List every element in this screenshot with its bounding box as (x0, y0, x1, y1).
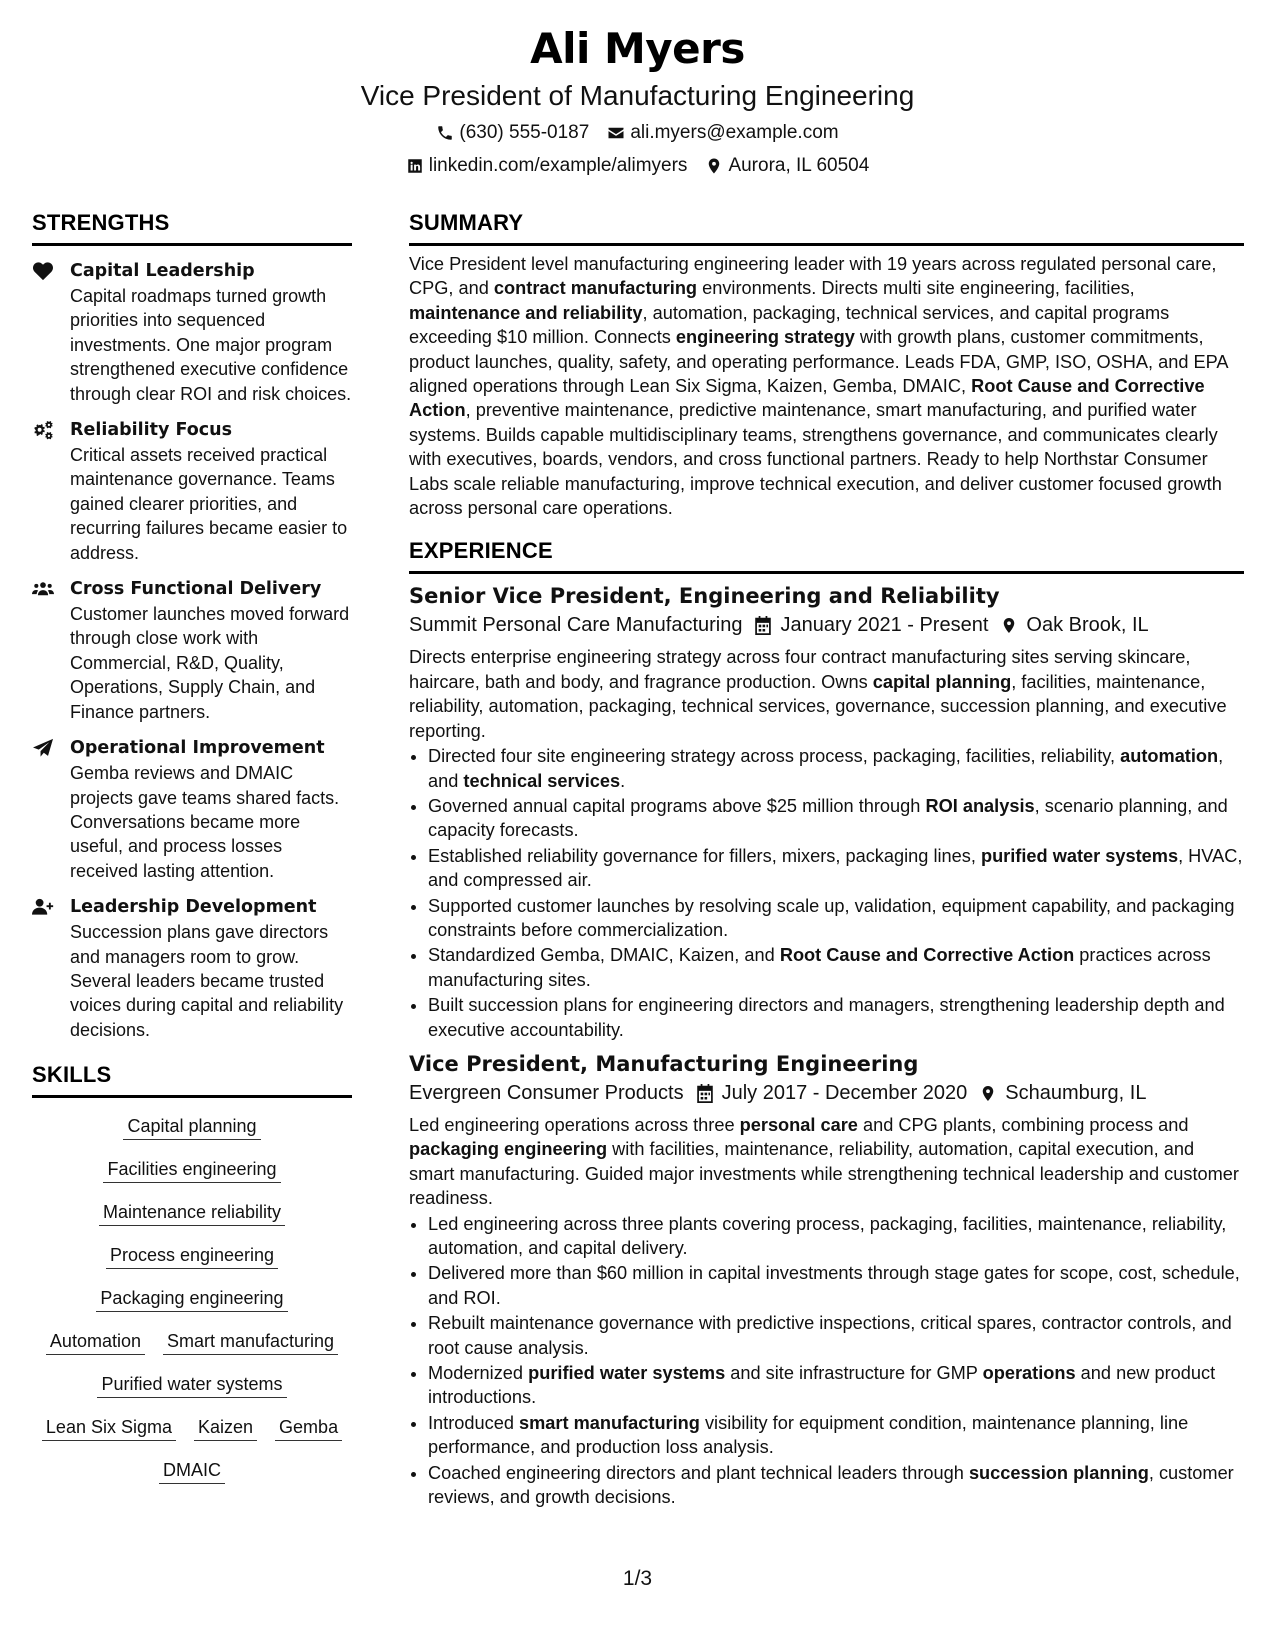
bold-keyword: technical services (463, 770, 621, 791)
text-run: Delivered more than $60 million in capital investments through stage gates for scope, cost, schedule, and ROI. (428, 1263, 1240, 1308)
text-run: Introduced (428, 1412, 519, 1433)
strengths-list (32, 258, 352, 1042)
candidate-name: Ali Myers (530, 24, 745, 73)
skills-heading: SKILLS (32, 1062, 352, 1098)
phone-text: (630) 555-0187 (459, 122, 590, 143)
job-bullet (428, 1261, 1244, 1310)
skill-tag: DMAIC (159, 1458, 225, 1484)
text-run: Coached engineering directors and plant technical leaders through (428, 1462, 969, 1483)
strengths-heading: STRENGTHS (32, 210, 352, 246)
skill-row (32, 1458, 352, 1484)
bold-keyword: contract manufacturing (493, 278, 698, 299)
strength-title: Operational Improvement (70, 738, 325, 759)
map-marker-icon (705, 157, 723, 175)
calendar-icon (754, 616, 772, 635)
text-run: Built succession plans for engineering directors and managers, strengthening leadership depth and executive accountability. (428, 995, 1225, 1040)
heart-icon (32, 261, 54, 281)
skill-tag: Gemba (275, 1415, 342, 1441)
page-number: 1/3 (622, 1567, 653, 1590)
job-title: Vice President, Manufacturing Engineering (409, 1051, 919, 1076)
text-run: , HVAC, and compressed air. (428, 845, 1243, 891)
text-run: and site infrastructure for GMP (725, 1363, 983, 1384)
bold-keyword: packaging engineering (409, 1139, 608, 1160)
text-run: . (620, 770, 626, 791)
text-run: visibility for equipment condition, maintenance planning, line performance, and production loss analysis. (428, 1412, 1189, 1458)
text-run: , automation, packaging, technical services, and capital programs exceeding $10 million. Connects (409, 302, 1170, 348)
text-run: with facilities, maintenance, reliability, automation, capital execution, and smart manufacturing. Guided major investments while strengthening technical leadership and customer readiness. (409, 1139, 1239, 1209)
job-dates-group (754, 612, 988, 639)
left-column (32, 210, 352, 1501)
job-dates: July 2017 - December 2020 (721, 1081, 968, 1104)
strength-title: Capital Leadership (70, 261, 255, 281)
text-run: Established reliability governance for fillers, mixers, packaging lines, (428, 845, 981, 866)
strength-item (32, 417, 352, 565)
resume-header (0, 20, 1275, 178)
job-dates-group (696, 1080, 968, 1107)
text-run: Directs enterprise engineering strategy across four contract manufacturing sites serving skincare, haircare, bath and body, and fragrance production. Owns (409, 647, 1191, 692)
job-title: Senior Vice President, Engineering and Reliability (409, 584, 1000, 609)
skills-list (32, 1114, 352, 1484)
experience-heading: EXPERIENCE (409, 538, 1244, 574)
skill-row (32, 1415, 352, 1441)
job-location-group (1000, 612, 1148, 639)
job-company: Summit Personal Care Manufacturing (409, 614, 743, 637)
right-column (409, 210, 1244, 1510)
text-run: Standardized Gemba, DMAIC, Kaizen, and (428, 945, 780, 966)
strength-text: Gemba reviews and DMAIC projects gave teams shared facts. Conversations became more useful, and process losses received lasting attention. (70, 763, 340, 881)
job-entry (409, 582, 1244, 1042)
job-bullet (428, 894, 1244, 943)
job-bullet (428, 744, 1244, 793)
job-meta (409, 1080, 1244, 1107)
strength-title: Reliability Focus (70, 420, 233, 441)
phone-contact[interactable] (436, 121, 589, 145)
bold-keyword: maintenance and reliability (409, 302, 643, 323)
contact-row-1 (0, 121, 1275, 145)
text-run: Vice President level manufacturing engineering leader with 19 years across regulated personal care, CPG, and (409, 254, 1217, 299)
email-text: ali.myers@example.com (630, 122, 839, 143)
paper-plane-icon (32, 738, 54, 758)
text-run: , preventive maintenance, predictive maintenance, smart manufacturing, and purified water systems. Builds capable multidisciplinary teams, strengthens governance, and communicates clearly with executives, boards, vendors, and cross functional partners. Ready to help Northstar Consumer Labs scale reliable manufacturing, improve technical execution, and deliver customer focused growth across personal care operations. (409, 400, 1222, 519)
strength-item (32, 258, 352, 406)
strength-item (32, 735, 352, 883)
users-icon (32, 579, 54, 599)
envelope-icon (607, 124, 625, 142)
skill-tag: Capital planning (123, 1114, 260, 1140)
bold-keyword: ROI analysis (925, 795, 1035, 816)
job-bullets (409, 744, 1244, 1042)
skill-row (32, 1200, 352, 1226)
bold-keyword: purified water systems (980, 845, 1179, 866)
strength-text: Succession plans gave directors and managers room to grow. Several leaders became trusted voices during capital and reliability decisions. (70, 922, 344, 1040)
skill-tag: Smart manufacturing (163, 1329, 338, 1355)
job-location-group (979, 1080, 1146, 1107)
skill-tag: Lean Six Sigma (42, 1415, 176, 1441)
text-run: Governed annual capital programs above $25 million through (428, 795, 926, 816)
skill-row (32, 1372, 352, 1398)
contact-row-2 (0, 154, 1275, 178)
text-run: , and (428, 746, 1224, 791)
skill-tag: Facilities engineering (103, 1157, 280, 1183)
text-run: and CPG plants, combining process and (857, 1114, 1189, 1135)
calendar-icon (696, 1084, 714, 1103)
summary-text (409, 252, 1244, 520)
bold-keyword: engineering strategy (675, 327, 855, 348)
job-meta (409, 612, 1244, 639)
phone-icon (436, 124, 454, 142)
strength-text: Critical assets received practical maintenance governance. Teams gained clearer priorities, and recurring failures became easier to address. (70, 445, 348, 563)
candidate-title: Vice President of Manufacturing Engineering (360, 80, 915, 111)
skill-row (32, 1114, 352, 1140)
summary-heading: SUMMARY (409, 210, 1244, 246)
location-text: Aurora, IL 60504 (728, 155, 870, 176)
skill-tag: Purified water systems (97, 1372, 286, 1398)
bold-keyword: Root Cause and Corrective Action (409, 376, 1205, 421)
job-location: Oak Brook, IL (1026, 614, 1149, 637)
job-description (409, 1113, 1244, 1211)
location-contact (705, 154, 869, 178)
bold-keyword: automation (1120, 746, 1219, 767)
strength-item (32, 894, 352, 1042)
linkedin-icon (406, 157, 424, 175)
skill-tag: Maintenance reliability (99, 1200, 285, 1226)
skill-row (32, 1243, 352, 1269)
text-run: Directed four site engineering strategy across process, packaging, facilities, reliability, (428, 746, 1121, 767)
user-plus-icon (32, 897, 54, 917)
email-contact[interactable] (607, 121, 838, 145)
job-company: Evergreen Consumer Products (409, 1081, 684, 1104)
text-run: Modernized (428, 1363, 529, 1384)
text-run: Led engineering across three plants covering process, packaging, facilities, maintenance, reliability, automation, and capital delivery. (428, 1213, 1227, 1258)
text-run: and new product introductions. (428, 1363, 1216, 1408)
text-run: , customer reviews, and growth decisions. (428, 1462, 1234, 1508)
skill-tag: Process engineering (106, 1243, 278, 1269)
strength-text: Customer launches moved forward through close work with Commercial, R&D, Quality, Operations, Supply Chain, and Finance partners. (70, 604, 350, 722)
strength-text: Capital roadmaps turned growth priorities into sequenced investments. One major program strengthened executive confidence through clear ROI and risk choices. (70, 286, 352, 404)
gears-icon (32, 420, 54, 440)
text-run: practices across manufacturing sites. (428, 945, 1211, 990)
text-run: Led engineering operations across three (409, 1114, 740, 1135)
linkedin-contact[interactable] (406, 154, 688, 178)
job-bullet (428, 844, 1244, 893)
bold-keyword: capital planning (872, 671, 1012, 692)
job-location: Schaumburg, IL (1005, 1081, 1147, 1104)
bold-keyword: operations (982, 1363, 1076, 1384)
linkedin-text: linkedin.com/example/alimyers (428, 155, 688, 176)
skill-row (32, 1157, 352, 1183)
skill-tag: Automation (46, 1329, 145, 1355)
skill-tag: Kaizen (194, 1415, 257, 1441)
text-run: , scenario planning, and capacity forecasts. (428, 795, 1228, 841)
bold-keyword: personal care (739, 1114, 858, 1135)
job-bullet (428, 943, 1244, 992)
job-dates: January 2021 - Present (780, 614, 989, 637)
text-run: environments. Directs multi site engineering, facilities, (697, 278, 1135, 299)
job-bullet (428, 1361, 1244, 1410)
job-bullet (428, 794, 1244, 843)
map-marker-icon (1000, 616, 1018, 635)
job-bullet (428, 993, 1244, 1042)
bold-keyword: Root Cause and Corrective Action (779, 945, 1075, 966)
job-bullet (428, 1411, 1244, 1460)
strength-title: Leadership Development (70, 897, 317, 918)
text-run: with growth plans, customer commitments, product launches, quality, safety, and operating performance. Leads FDA, GMP, ISO, OSHA, and EPA aligned operations through Lean Six Sigma, Kaizen, Gemba, DMAIC, (409, 327, 1228, 397)
job-description (409, 645, 1244, 743)
skill-row (32, 1329, 352, 1355)
bold-keyword: smart manufacturing (519, 1412, 700, 1433)
job-bullet (428, 1212, 1244, 1261)
experience-list (409, 582, 1244, 1509)
job-bullet (428, 1461, 1244, 1510)
bold-keyword: purified water systems (528, 1363, 726, 1384)
strength-item (32, 576, 352, 724)
job-bullets (409, 1212, 1244, 1510)
strength-title: Cross Functional Delivery (70, 579, 322, 600)
job-bullet (428, 1311, 1244, 1360)
bold-keyword: succession planning (968, 1462, 1149, 1483)
map-marker-icon (979, 1084, 997, 1103)
skill-row (32, 1286, 352, 1312)
text-run: , facilities, maintenance, reliability, automation, packaging, technical services, governance, succession planning, and executive reporting. (409, 671, 1227, 741)
job-entry (409, 1050, 1244, 1510)
skill-tag: Packaging engineering (96, 1286, 287, 1312)
text-run: Rebuilt maintenance governance with predictive inspections, critical spares, contractor controls, and root cause analysis. (428, 1313, 1232, 1358)
text-run: Supported customer launches by resolving scale up, validation, equipment capability, and packaging constraints before commercialization. (428, 895, 1235, 940)
